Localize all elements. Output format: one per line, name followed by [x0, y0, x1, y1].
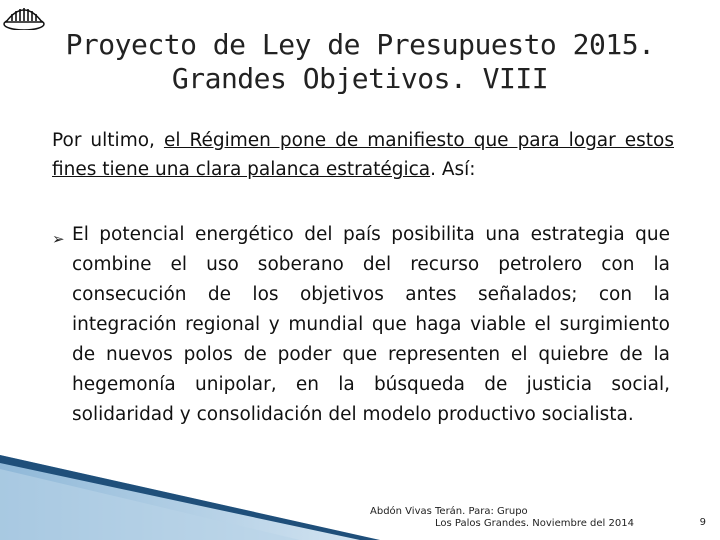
bullet-text: El potencial energético del país posibilita una estrategia que combine el uso soberano del recurso petrolero con la consecución de los objetivos antes señalados; con la integración regional y mundial que haga viable el surgimiento de nuevos polos de poder que representen el quiebre de la hegemonía unipolar, en la búsqueda de justicia social, solidaridad y consolidación del modelo productivo socialista. [72, 224, 670, 425]
title-line-2: Grandes Objetivos. VIII [171, 62, 549, 95]
intro-post: . Así: [430, 159, 476, 180]
decorative-swoosh [0, 455, 380, 540]
title-line-1: Proyecto de Ley de Presupuesto 2015. [65, 28, 655, 61]
arrowhead-bullet-icon: ➢ [52, 230, 65, 248]
slide-title [40, 28, 680, 96]
intro-underlined: el Régimen pone de manifiesto que para logar estos fines tiene una clara palanca estratégica [52, 130, 674, 180]
page-number: 9 [699, 517, 706, 528]
intro-pre: Por ultimo, [52, 130, 164, 151]
footer-line-2: Los Palos Grandes. Noviembre del 2014 [435, 518, 634, 529]
intro-paragraph [52, 126, 674, 184]
footer-line-1: Abdón Vivas Terán. Para: Grupo [370, 506, 528, 517]
capitol-dome-icon [2, 2, 46, 30]
footer-credit [365, 506, 665, 530]
